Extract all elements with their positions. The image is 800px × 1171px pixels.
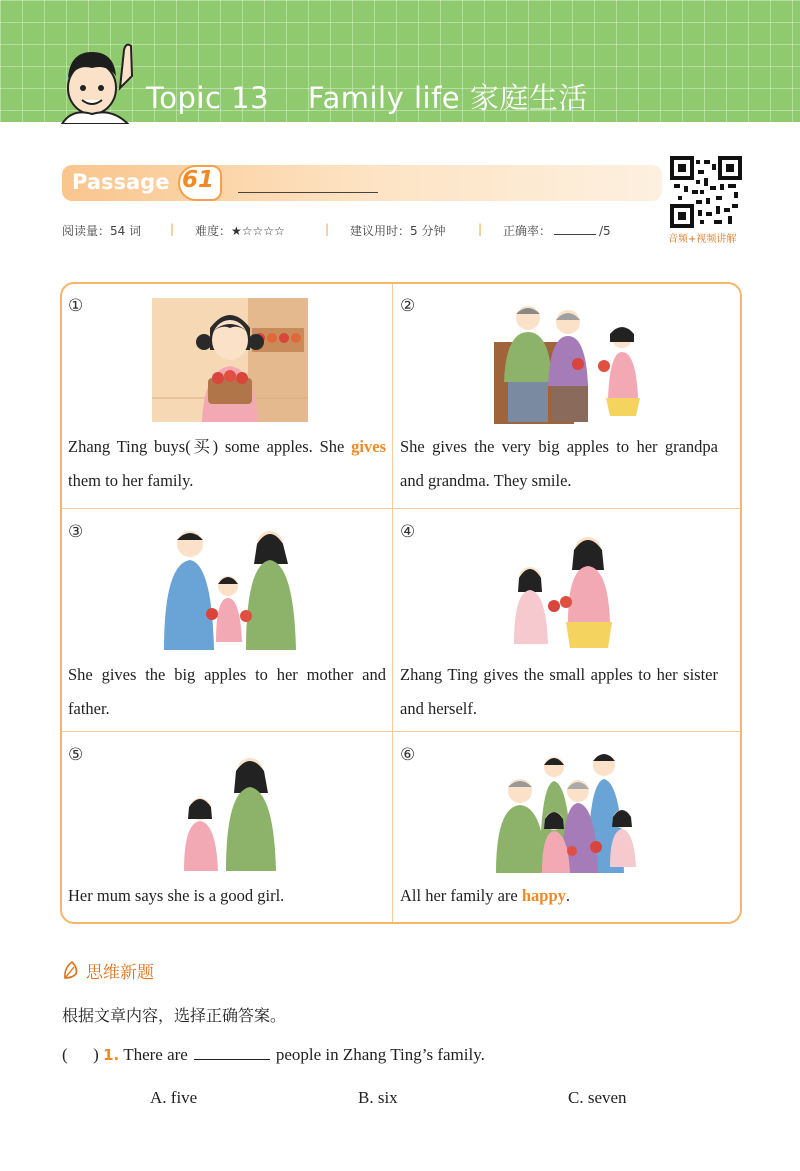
panel-text: She gives the very big apples to her grandpa and grandma. They smile. — [400, 437, 718, 490]
option-b[interactable]: B. six — [358, 1088, 398, 1107]
question-text: There are — [123, 1045, 188, 1064]
passage-label: Passage — [72, 170, 170, 194]
separator: | — [478, 222, 483, 236]
panel-text — [400, 879, 718, 913]
answer-bracket-close[interactable]: ) — [93, 1045, 99, 1064]
story-panel-6 — [394, 733, 724, 924]
panel-text: She gives the big apples to her mother and father. — [68, 665, 386, 718]
story-panel-1 — [62, 284, 392, 497]
grid-divider — [62, 508, 740, 509]
story-panel-2 — [394, 284, 724, 497]
sisters-illustration — [502, 528, 628, 650]
grid-divider — [62, 731, 740, 732]
option-a[interactable]: A. five — [150, 1088, 198, 1107]
story-grid — [60, 282, 742, 924]
passage-title-blank — [238, 192, 378, 193]
highlighted-word: gives — [351, 437, 386, 456]
difficulty-stars: ★☆☆☆☆ — [231, 224, 285, 238]
highlighted-word: happy — [521, 886, 566, 905]
question-number: 1. — [103, 1046, 120, 1064]
passage-number: 61 — [182, 167, 215, 193]
mum-and-girl-illustration — [170, 751, 286, 873]
fill-blank[interactable] — [194, 1045, 270, 1060]
panel-text: Zhang Ting gives the small apples to her sister and herself. — [400, 665, 718, 718]
accuracy — [503, 222, 611, 239]
panel-number: ⑥ — [400, 745, 416, 765]
story-panel-4 — [394, 510, 724, 723]
section-title: 思维新题 — [86, 963, 154, 983]
difficulty-label: 难度： — [195, 224, 232, 238]
word-count: 阅读量：54 词 — [62, 224, 142, 238]
girl-with-apples-illustration — [152, 298, 308, 422]
panel-number: ③ — [68, 522, 84, 542]
panel-number: ② — [400, 296, 416, 316]
panel-text — [68, 430, 386, 498]
accuracy-label: 正确率： — [503, 224, 552, 238]
text-run: Zhang Ting buys(买) some apples. She — [68, 437, 352, 456]
panel-text: Her mum says she is a good girl. — [68, 886, 285, 905]
suggested-time: 建议用时：5 分钟 — [350, 224, 446, 238]
parents-illustration — [150, 524, 310, 650]
qr-label: 音频+视频讲解 — [668, 234, 737, 245]
text-run: All her family are — [400, 886, 522, 905]
option-c[interactable]: C. seven — [568, 1088, 627, 1107]
question-text: people in Zhang Ting’s family. — [275, 1045, 485, 1064]
panel-number: ⑤ — [68, 745, 84, 765]
boy-mascot-icon — [52, 38, 142, 124]
page-title: Topic 13 Family life 家庭生活 — [146, 81, 588, 115]
accuracy-blank[interactable] — [554, 234, 596, 235]
text-run: . — [565, 886, 571, 905]
grandparents-illustration — [490, 302, 650, 424]
answer-bracket-open[interactable]: ( — [62, 1045, 68, 1064]
accuracy-total: /5 — [599, 224, 611, 238]
separator: | — [325, 222, 330, 236]
text-run: them to her family. — [68, 471, 194, 490]
pencil-leaf-icon — [62, 960, 80, 980]
separator: | — [170, 222, 175, 236]
question-1 — [62, 1045, 485, 1065]
whole-family-illustration — [492, 747, 642, 873]
qr-code-icon[interactable] — [670, 156, 742, 228]
story-panel-5 — [62, 733, 392, 924]
grid-divider — [392, 284, 393, 922]
instruction: 根据文章内容，选择正确答案。 — [62, 1006, 287, 1025]
panel-number: ④ — [400, 522, 416, 542]
panel-number: ① — [68, 296, 84, 316]
difficulty — [195, 222, 285, 239]
story-panel-3 — [62, 510, 392, 723]
